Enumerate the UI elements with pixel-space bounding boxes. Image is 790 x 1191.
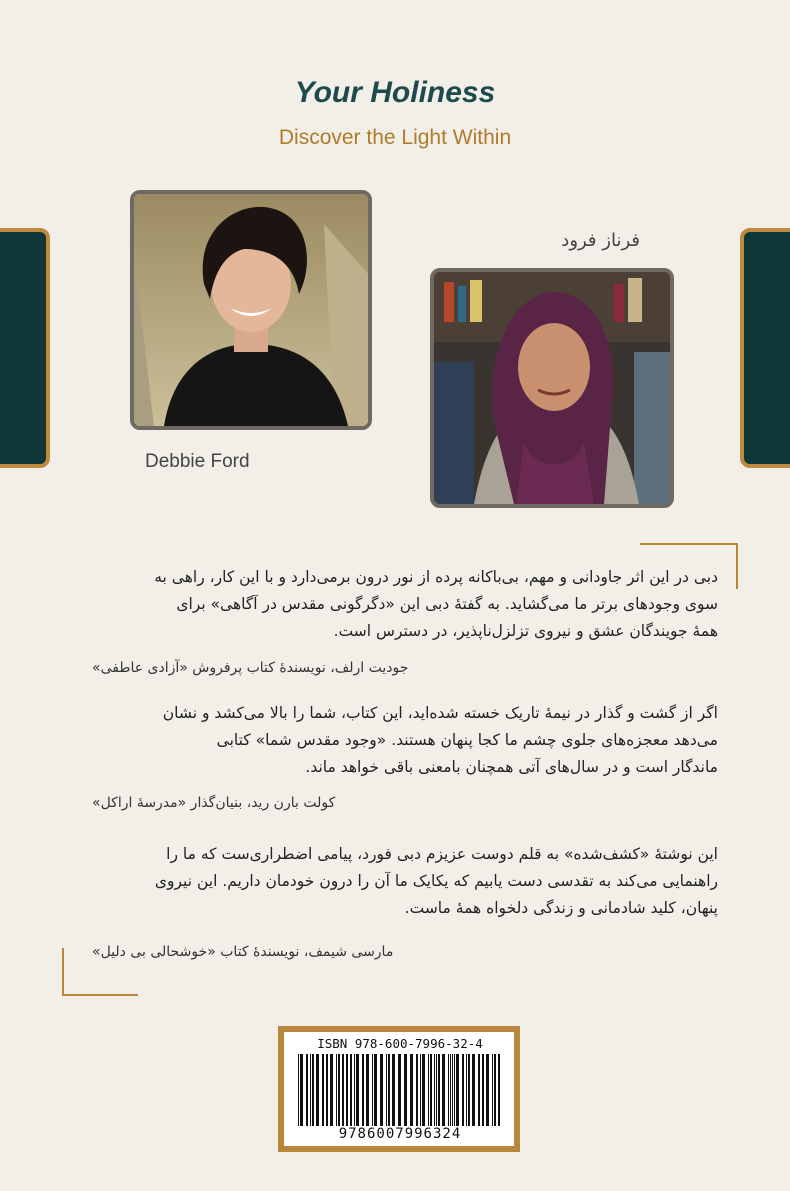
barcode-bar — [492, 1054, 493, 1126]
quote-line: اگر از گشت و گذار در نیمهٔ تاریک خسته شده‌اید، این کتاب، شما را بالا می‌کشد و نشان — [162, 704, 718, 722]
isbn-barcode — [278, 1026, 520, 1152]
barcode-bar — [452, 1054, 453, 1126]
quote-line: ماندگار است و در سال‌های آتی همچنان بامعنی باقی خواهد ماند. — [305, 758, 718, 776]
quote-line: می‌دهد معجزه‌های جلوی چشم ما کجا پنهان هستند. «وجود مقدس شما» کتابی — [216, 731, 718, 749]
barcode-bar — [342, 1054, 344, 1126]
translator-name: فرناز فرود — [561, 230, 640, 251]
quote-line: همهٔ جویندگان عشق و نیروی تزلزل‌ناپذیر، در دسترس است. — [333, 622, 718, 640]
barcode-bar — [448, 1054, 449, 1126]
barcode-bar — [450, 1054, 451, 1126]
barcode-bar — [322, 1054, 324, 1126]
barcode-digits: 9786007996324 — [338, 1126, 462, 1142]
book-title: Your Holiness — [294, 76, 496, 109]
barcode-bar — [434, 1054, 435, 1126]
barcode-bar — [386, 1054, 387, 1126]
barcode-bar — [374, 1054, 377, 1126]
barcode-bar — [472, 1054, 475, 1126]
barcode-bar — [428, 1054, 429, 1126]
right-decorative-panel — [740, 228, 790, 468]
quote-line: پنهان، کلید شادمانی و زندگی دلخواه همهٔ ماست. — [404, 899, 718, 917]
quote-line: راهنمایی می‌کند به تقدسی دست یابیم که یکایک ما آن را درون خودمان داریم. این نیروی — [154, 872, 718, 890]
barcode-bar — [312, 1054, 314, 1126]
barcode-bar — [454, 1054, 455, 1126]
endorsement-quote — [92, 841, 718, 922]
barcode-bar — [498, 1054, 500, 1126]
barcode-bar — [398, 1054, 401, 1126]
barcode-bar — [456, 1054, 459, 1126]
barcode-bar — [392, 1054, 395, 1126]
barcode-bar — [338, 1054, 340, 1126]
quote-attribution: مارسی شیمف، نویسندهٔ کتاب «خوشحالی بی دلیل» — [92, 944, 394, 960]
barcode-bar — [366, 1054, 369, 1126]
barcode-bar — [350, 1054, 352, 1126]
barcode-bar — [430, 1054, 432, 1126]
barcode-bar — [442, 1054, 445, 1126]
barcode-bar — [404, 1054, 407, 1126]
barcode-bars — [290, 1054, 510, 1126]
author-name: Debbie Ford — [145, 451, 250, 472]
barcode-bar — [380, 1054, 383, 1126]
barcode-bar — [310, 1054, 311, 1126]
quote-line: سوی وجودهای برتر ما می‌گشاید. به گفتهٔ دبی این «دگرگونی مقدس در آگاهی» برای — [176, 595, 718, 613]
left-decorative-panel — [0, 228, 50, 468]
barcode-bar — [438, 1054, 440, 1126]
barcode-bar — [494, 1054, 496, 1126]
translator-photo — [430, 268, 674, 508]
isbn-label: ISBN 978-600-7996-32-4 — [317, 1036, 483, 1051]
barcode-bar — [422, 1054, 425, 1126]
barcode-bar — [388, 1054, 390, 1126]
barcode-bar — [462, 1054, 464, 1126]
barcode-bar — [486, 1054, 489, 1126]
quote-line: دبی در این اثر جاودانی و مهم، بی‌باکانه پرده از نور درون برمی‌دارد و با این کار، راهی به — [154, 568, 718, 586]
barcode-bar — [316, 1054, 319, 1126]
endorsement-quote — [92, 700, 718, 781]
barcode-bar — [478, 1054, 480, 1126]
barcode-bar — [416, 1054, 418, 1126]
barcode-bar — [300, 1054, 303, 1126]
barcode-bar — [482, 1054, 484, 1126]
barcode-bar — [356, 1054, 359, 1126]
quote-attribution: کولت بارن رید، بنیان‌گذار «مدرسهٔ اراکل» — [92, 795, 336, 811]
barcode-bar — [362, 1054, 364, 1126]
barcode-bar — [436, 1054, 437, 1126]
barcode-bar — [298, 1054, 299, 1126]
barcode-bar — [466, 1054, 467, 1126]
barcode-bar — [410, 1054, 413, 1126]
barcode-bar — [336, 1054, 337, 1126]
quote-line: این نوشتهٔ «کشف‌شده» به قلم دوست عزیزم دبی فورد، پیامی اضطراری‌ست که ما را — [166, 845, 718, 863]
barcode-bar — [326, 1054, 328, 1126]
barcode-bar — [306, 1054, 308, 1126]
barcode-bar — [330, 1054, 333, 1126]
barcode-bar — [372, 1054, 373, 1126]
quote-attribution: جودیت ارلف، نویسندهٔ کتاب پرفروش «آزادی عاطفی» — [92, 660, 409, 676]
book-subtitle: Discover the Light Within — [278, 126, 512, 149]
barcode-bar — [420, 1054, 421, 1126]
endorsement-quote — [92, 564, 718, 645]
author-photo — [130, 190, 372, 430]
barcode-bar — [468, 1054, 470, 1126]
barcode-bar — [354, 1054, 355, 1126]
barcode-bar — [346, 1054, 348, 1126]
